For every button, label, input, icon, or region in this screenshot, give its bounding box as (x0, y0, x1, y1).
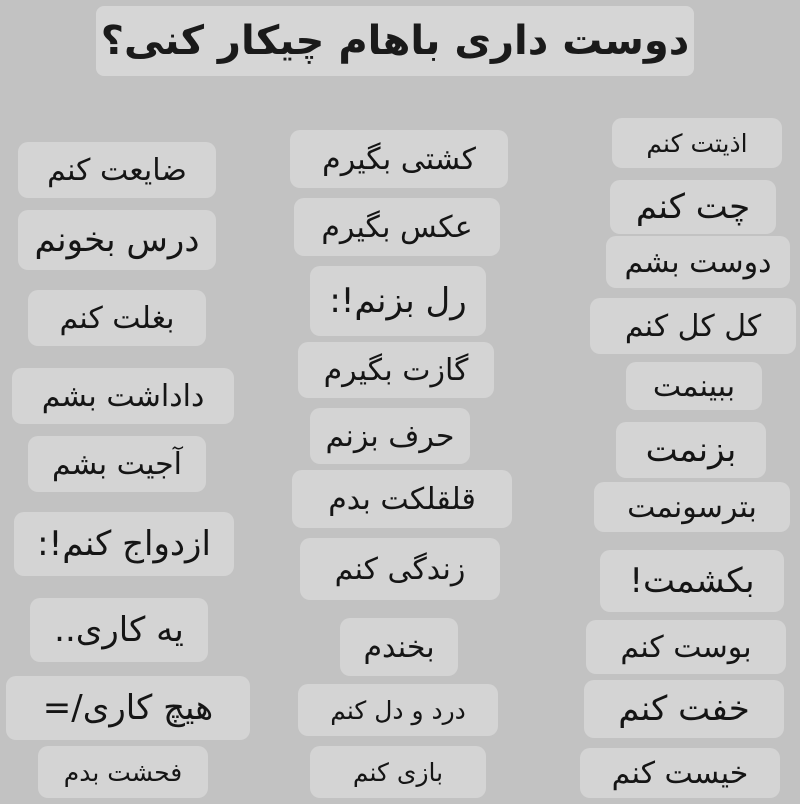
option-chip: درد و دل کنم (298, 684, 498, 736)
option-chip: بترسونمت (594, 482, 790, 532)
option-chip: گازت بگیرم (298, 342, 494, 398)
option-chip: درس بخونم (18, 210, 216, 270)
option-chip: بزنمت (616, 422, 766, 478)
option-chip: ببینمت (626, 362, 762, 410)
option-chip: رل بزنم!: (310, 266, 486, 336)
option-chip: هیچ کاری/= (6, 676, 250, 740)
option-chip: زندگی کنم (300, 538, 500, 600)
option-chip: فحشت بدم (38, 746, 208, 798)
page-title: دوست داری باهام چیکار کنی؟ (96, 6, 694, 76)
option-chip: بازی کنم (310, 746, 486, 798)
option-chip: آجیت بشم (28, 436, 206, 492)
option-chip: خیست کنم (580, 748, 780, 798)
option-chip: داداشت بشم (12, 368, 234, 424)
option-chip: حرف بزنم (310, 408, 470, 464)
option-chip: ازدواج کنم!: (14, 512, 234, 576)
option-chip: کشتی بگیرم (290, 130, 508, 188)
option-chip: بکشمت! (600, 550, 784, 612)
option-chip: ضایعت کنم (18, 142, 216, 198)
option-chip: خفت کنم (584, 680, 784, 738)
option-chip: بغلت کنم (28, 290, 206, 346)
option-chip: اذیتت کنم (612, 118, 782, 168)
option-chip: قلقلکت بدم (292, 470, 512, 528)
option-chip: دوست بشم (606, 236, 790, 288)
option-chip: بخندم (340, 618, 458, 676)
option-chip: چت کنم (610, 180, 776, 234)
option-chip: یه کاری.. (30, 598, 208, 662)
option-chip: عکس بگیرم (294, 198, 500, 256)
option-chip: بوست کنم (586, 620, 786, 674)
option-chip: کل کل کنم (590, 298, 796, 354)
